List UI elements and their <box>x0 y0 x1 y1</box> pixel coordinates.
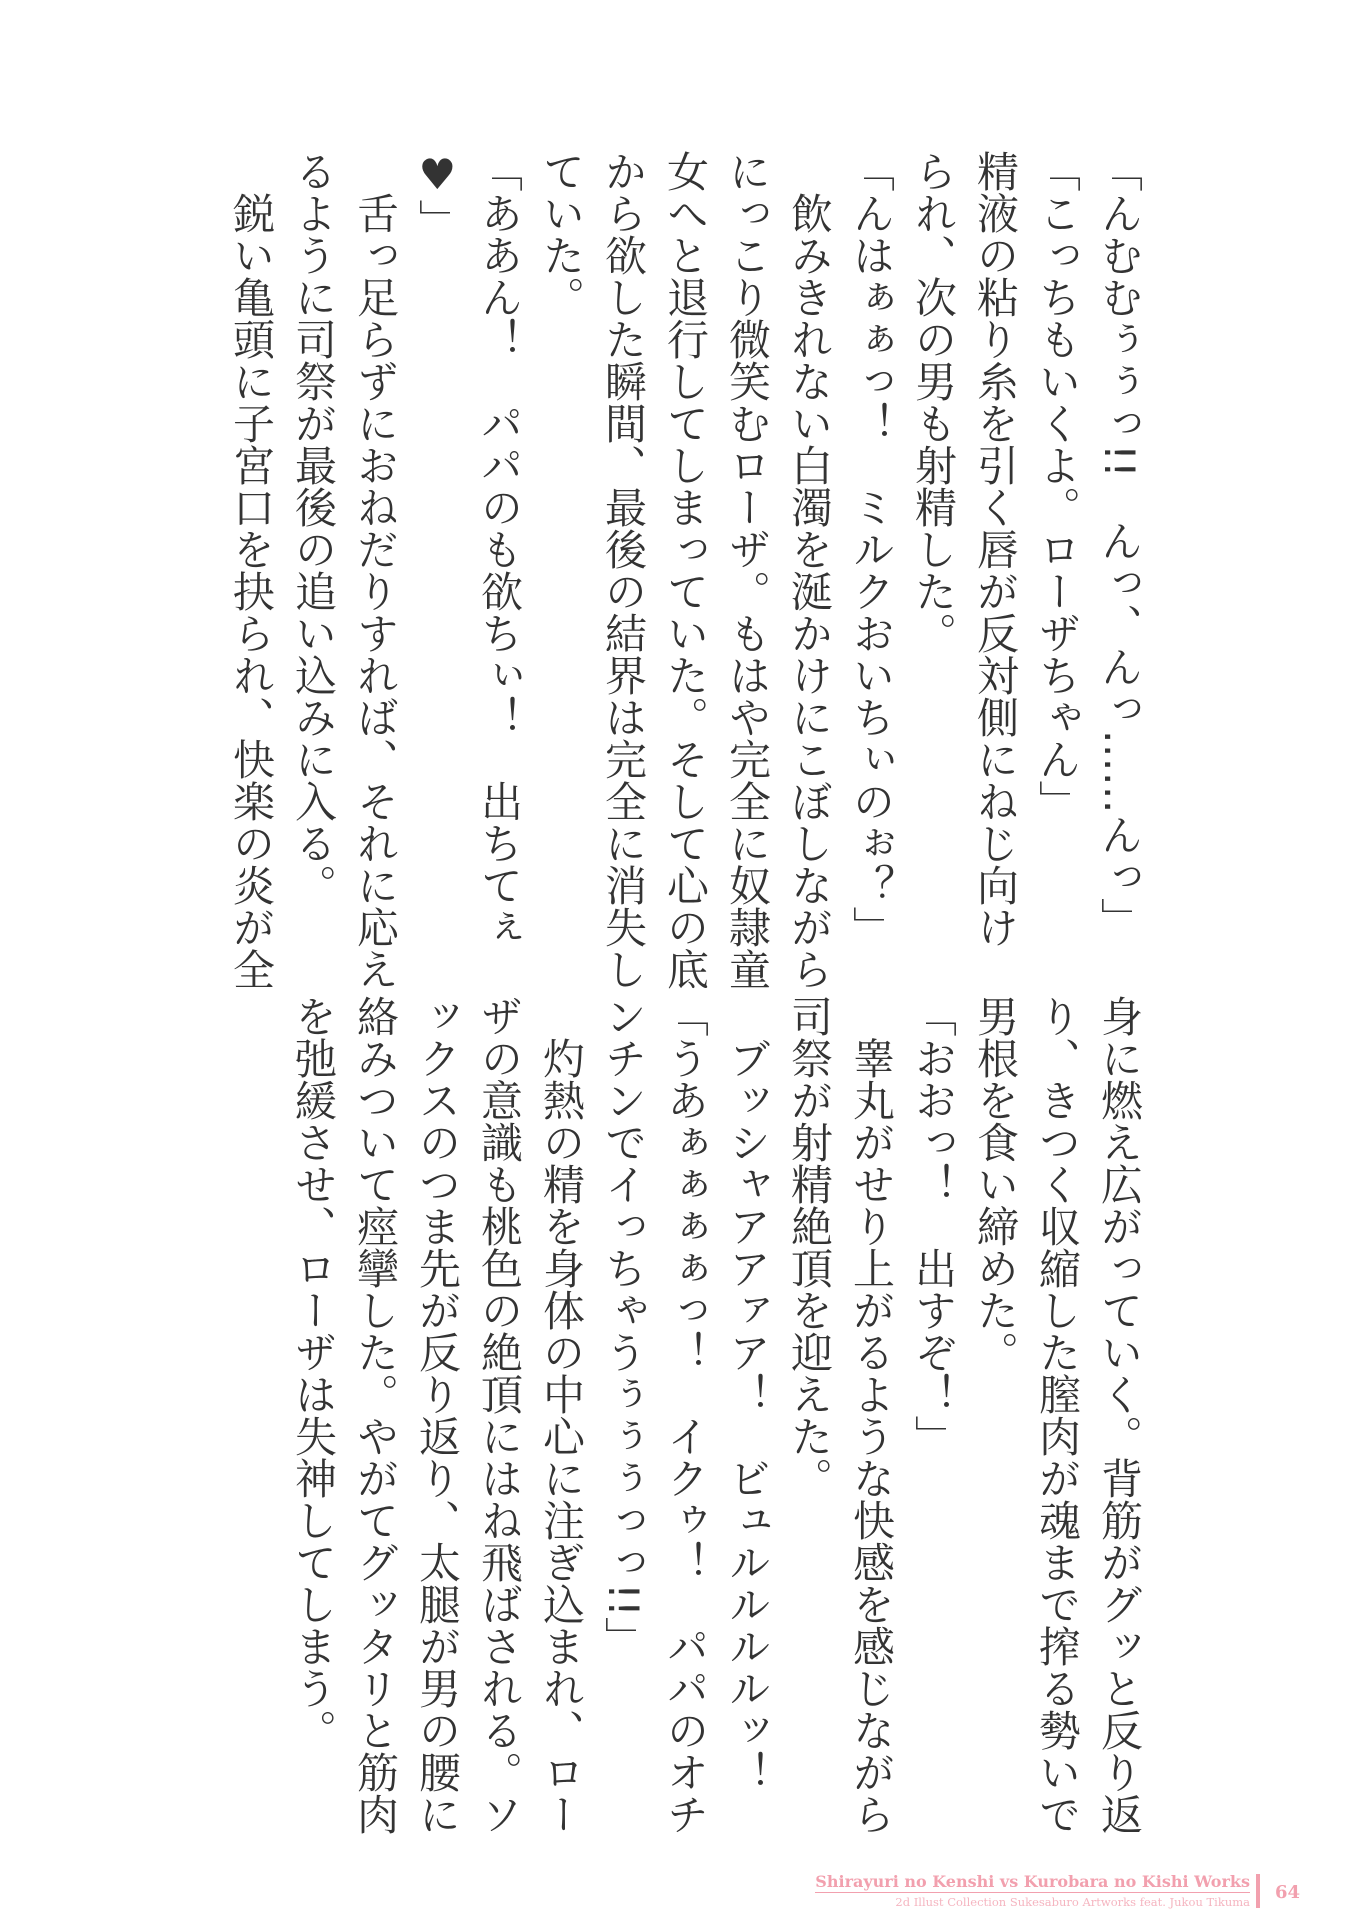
text-line: 精液の粘り糸を引く唇が反対側にねじ向け <box>971 150 1020 948</box>
text-line: 「こっちもいくよ。ローザちゃん」 <box>1033 150 1082 822</box>
text-line: から欲した瞬間、最後の結界は完全に消失し <box>599 150 648 990</box>
text-line: 「おおっ！ 出すぞ！」 <box>909 995 958 1457</box>
body-text-lower <box>282 995 1150 1835</box>
text-line: るように司祭が最後の追い込みに入る。 <box>289 150 338 906</box>
text-line: ていた。 <box>537 150 586 318</box>
page-number: 64 <box>1274 1882 1300 1903</box>
text-line: にっこり微笑むローザ。もはや完全に奴隷童 <box>723 150 772 990</box>
text-line: 司祭が射精絶頂を迎えた。 <box>785 995 834 1499</box>
text-line: 絡みついて痙攣した。やがてグッタリと筋肉 <box>351 995 400 1835</box>
text-line: 鋭い亀頭に子宮口を抉られ、快楽の炎が全 <box>227 150 276 990</box>
text-line: 女へと退行してしまっていた。そして心の底 <box>661 150 710 990</box>
text-line: ブッシャアアァア！ ビュルルルルッ！ <box>723 995 772 1793</box>
text-line: ザの意識も桃色の絶頂にはね飛ばされる。ソ <box>475 995 524 1835</box>
text-line: られ、次の男も射精した。 <box>909 150 958 654</box>
text-line: 飲みきれない白濁を涎かけにこぼしながら <box>785 150 834 990</box>
text-line: 「ああん！ パパのも欲ちぃ！ 出ちてぇ <box>475 150 524 948</box>
text-line: 舌っ足らずにおねだりすれば、それに応え <box>351 150 400 990</box>
text-line: 「うあぁぁぁぁっ！ イクゥ！ パパのオチ <box>661 995 710 1835</box>
text-line: を弛緩させ、ローザは失神してしまう。 <box>289 995 338 1751</box>
text-line: 「んはぁぁっ！ ミルクおいちぃのぉ？」 <box>847 150 896 948</box>
body-text-upper <box>220 150 1150 990</box>
text-line: 身に燃え広がっていく。背筋がグッと反り返 <box>1095 995 1144 1835</box>
footer-subtitle: 2d Illust Collection Sukesaburo Artworks feat. Jukou Tikuma <box>895 1895 1250 1909</box>
text-line: 「んむむぅぅっ!! んっ、んっ……んっ」 <box>1095 150 1144 940</box>
text-line: ♥」 <box>413 150 462 241</box>
page-footer <box>800 1872 1320 1912</box>
text-line: り、きつく収縮した膣肉が魂まで搾る勢いで <box>1033 995 1082 1835</box>
footer-title: Shirayuri no Kenshi vs Kurobara no Kishi Works <box>815 1872 1250 1891</box>
text-line: ックスのつま先が反り返り、太腿が男の腰に <box>413 995 462 1835</box>
text-line: 灼熱の精を身体の中心に注ぎ込まれ、ロー <box>537 995 586 1835</box>
text-line: ンチンでイっちゃうぅぅぅっっ!!」 <box>599 995 648 1659</box>
text-line: 男根を食い締めた。 <box>971 995 1020 1373</box>
footer-divider <box>1256 1874 1260 1908</box>
text-line: 睾丸がせり上がるような快感を感じながら <box>847 995 896 1835</box>
